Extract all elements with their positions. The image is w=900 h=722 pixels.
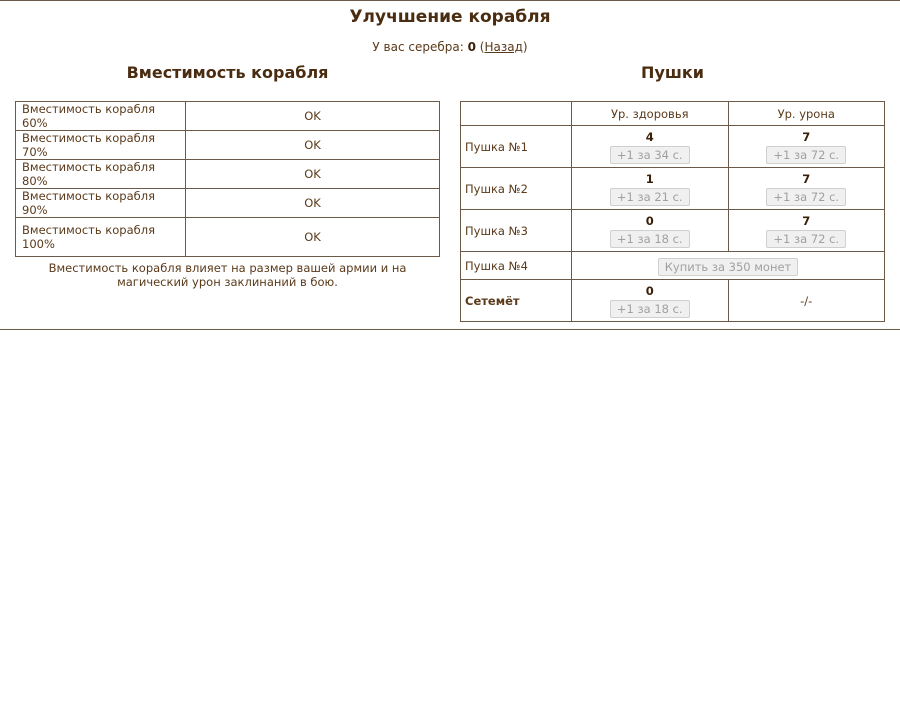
damage-level: 7	[802, 171, 811, 186]
table-row	[16, 189, 440, 218]
header-health: Ур. здоровья	[572, 102, 729, 126]
buy-gun-button[interactable]: Купить за 350 монет	[658, 258, 799, 276]
damage-level: 7	[802, 213, 811, 228]
damage-cell	[728, 280, 885, 322]
upgrade-health-button[interactable]: +1 за 34 с.	[610, 146, 690, 164]
table-header-row	[461, 102, 885, 126]
header-damage: Ур. урона	[728, 102, 885, 126]
table-row	[461, 210, 885, 252]
capacity-level-label: Вместимость корабля 60%	[16, 102, 186, 131]
back-open-paren: (	[479, 40, 485, 54]
table-row	[461, 168, 885, 210]
guns-title: Пушки	[641, 63, 704, 82]
damage-not-available: -/-	[800, 293, 813, 308]
health-level: 0	[645, 283, 654, 298]
health-cell	[572, 168, 729, 210]
gun-name: Пушка №4	[461, 252, 572, 280]
capacity-level-label: Вместимость корабля 100%	[16, 218, 186, 257]
table-row	[16, 160, 440, 189]
buy-cell	[572, 252, 885, 280]
capacity-title: Вместимость корабля	[126, 63, 329, 82]
damage-cell	[728, 126, 885, 168]
table-row	[461, 126, 885, 168]
silver-balance	[0, 40, 900, 54]
table-row	[461, 252, 885, 280]
health-cell	[572, 280, 729, 322]
capacity-status: OK	[186, 160, 440, 189]
capacity-status: OK	[186, 218, 440, 257]
table-row	[16, 218, 440, 257]
capacity-status: OK	[186, 189, 440, 218]
silver-amount: 0	[467, 40, 476, 54]
back-close-paren: )	[522, 40, 528, 54]
capacity-level-label: Вместимость корабля 80%	[16, 160, 186, 189]
table-row	[461, 280, 885, 322]
health-level: 0	[645, 213, 654, 228]
gun-name: Пушка №1	[461, 126, 572, 168]
header-corner	[461, 102, 572, 126]
back-link[interactable]: Назад	[484, 40, 523, 54]
capacity-table	[15, 101, 440, 257]
table-row	[16, 102, 440, 131]
upgrade-panel	[0, 0, 900, 330]
capacity-level-label: Вместимость корабля 90%	[16, 189, 186, 218]
upgrade-damage-button[interactable]: +1 за 72 с.	[766, 146, 846, 164]
upgrade-health-button[interactable]: +1 за 21 с.	[610, 188, 690, 206]
health-cell	[572, 210, 729, 252]
page-title: Улучшение корабля	[349, 7, 551, 27]
health-level: 1	[645, 171, 654, 186]
health-level: 4	[645, 129, 654, 144]
capacity-status: OK	[186, 102, 440, 131]
capacity-status: OK	[186, 131, 440, 160]
silver-label: У вас серебра:	[372, 40, 464, 54]
gun-name: Пушка №3	[461, 210, 572, 252]
guns-table	[460, 101, 885, 322]
damage-cell	[728, 168, 885, 210]
capacity-note: Вместимость корабля влияет на размер вашей армии и на магический урон заклинаний в бою.	[48, 261, 407, 289]
upgrade-health-button[interactable]: +1 за 18 с.	[610, 300, 690, 318]
upgrade-health-button[interactable]: +1 за 18 с.	[610, 230, 690, 248]
health-cell	[572, 126, 729, 168]
damage-level: 7	[802, 129, 811, 144]
capacity-level-label: Вместимость корабля 70%	[16, 131, 186, 160]
upgrade-damage-button[interactable]: +1 за 72 с.	[766, 188, 846, 206]
gun-name: Пушка №2	[461, 168, 572, 210]
upgrade-damage-button[interactable]: +1 за 72 с.	[766, 230, 846, 248]
net-thrower-name: Сетемёт	[461, 280, 572, 322]
damage-cell	[728, 210, 885, 252]
table-row	[16, 131, 440, 160]
